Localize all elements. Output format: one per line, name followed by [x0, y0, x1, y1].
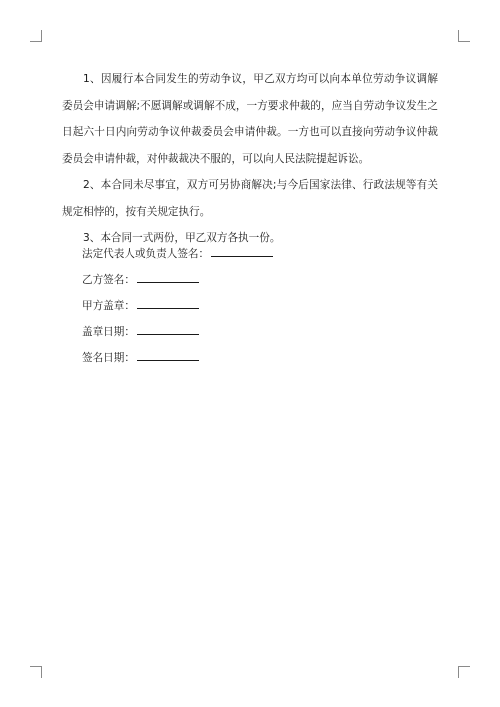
signature-blank[interactable] — [137, 298, 199, 309]
crop-mark-bottom-left — [30, 666, 42, 678]
signature-label: 签名日期： — [82, 352, 135, 364]
signature-line-seal-date — [82, 324, 199, 339]
signature-blank[interactable] — [137, 350, 199, 361]
clause-3-copies: 3、本合同一式两份，甲乙双方各执一份。 — [83, 232, 281, 244]
contract-clauses — [62, 66, 438, 252]
signature-label: 盖章日期： — [82, 326, 135, 338]
signature-label: 法定代表人或负责人签名： — [82, 248, 210, 260]
signature-label: 甲方盖章： — [82, 300, 135, 312]
signature-blank[interactable] — [137, 324, 199, 335]
signature-line-sign-date — [82, 350, 199, 365]
signature-blank[interactable] — [211, 246, 273, 257]
crop-mark-top-right — [458, 30, 470, 42]
clause-1-dispute-resolution: 1、因履行本合同发生的劳动争议，甲乙双方均可以向本单位劳动争议调解委员会申请调解;不愿调解或调解不成，一方要求仲裁的，应当自劳动争议发生之日起六十日内向劳动争议仲裁委员会申请仲裁。一方也可以直接向劳动争议仲裁委员会申请仲裁，对仲裁裁决不服的，可以向人民法院提起诉讼。 — [62, 73, 438, 165]
signature-line-representative — [82, 246, 273, 261]
clause-2-unresolved-matters: 2、本合同未尽事宜，双方可另协商解决;与今后国家法律、行政法规等有关规定相悖的，按有关规定执行。 — [62, 179, 438, 218]
signature-line-party-a-seal — [82, 298, 199, 313]
crop-mark-bottom-right — [458, 666, 470, 678]
signature-blank[interactable] — [137, 272, 199, 283]
signature-line-party-b — [82, 272, 199, 287]
signature-label: 乙方签名： — [82, 274, 135, 286]
crop-mark-top-left — [30, 30, 42, 42]
